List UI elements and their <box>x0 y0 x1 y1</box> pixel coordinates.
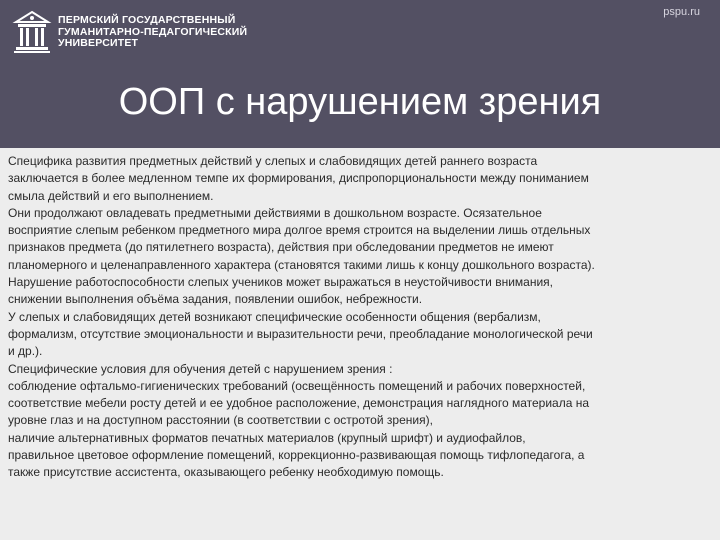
slide-header <box>0 0 720 148</box>
body-line: Нарушение работоспособности слепых учеников может выражаться в неустойчивости внимания, <box>8 275 553 290</box>
university-name <box>58 15 247 50</box>
body-line: заключается в более медленном темпе их формирования, диспропорциональности между пониманием <box>8 171 589 186</box>
body-line: наличие альтернативных форматов печатных материалов (крупный шрифт) и аудиофайлов, <box>8 430 526 445</box>
university-name-line: УНИВЕРСИТЕТ <box>58 37 139 49</box>
body-line: и др.). <box>8 344 43 359</box>
body-line: планомерного и целенаправленного характера (становятся такими лишь к концу дошкольного возраста). <box>8 257 595 272</box>
body-line: также присутствие ассистента, оказывающего ребенку необходимую помощь. <box>8 465 444 480</box>
body-line: У слепых и слабовидящих детей возникают специфические особенности общения (вербализм, <box>8 309 541 324</box>
body-line: формализм, отсутствие эмоциональности и выразительности речи, преобладание монологической речи <box>8 326 593 341</box>
slide-title: ООП с нарушением зрения <box>118 81 602 123</box>
body-line: смыла действий и его выполнением. <box>8 188 214 203</box>
body-line: Специфика развития предметных действий у слепых и слабовидящих детей раннего возраста <box>8 154 538 168</box>
university-building-icon <box>12 10 52 54</box>
site-url: pspu.ru <box>663 6 700 18</box>
body-line: соблюдение офтальмо-гигиенических требований (освещённость помещений и рабочих поверхностей, <box>8 378 586 393</box>
university-name-line: ПЕРМСКИЙ ГОСУДАРСТВЕННЫЙ <box>58 14 236 26</box>
university-name-line: ГУМАНИТАРНО-ПЕДАГОГИЧЕСКИЙ <box>58 25 248 38</box>
body-line: восприятие слепым ребенком предметного мира долгое время строится на выделении лишь отдельных <box>8 223 591 238</box>
body-line: признаков предмета (до пятилетнего возраста), действия при обследовании предметов не имеют <box>8 240 554 255</box>
body-line: Специфические условия для обучения детей с нарушением зрения : <box>8 361 393 376</box>
body-line: правильное цветовое оформление помещений, коррекционно-развивающая помощь тифлопедагога, а <box>8 448 585 463</box>
body-line: снижении выполнения объёма задания, появлении ошибок, небрежности. <box>8 292 423 307</box>
body-line: Они продолжают овладевать предметными действиями в дошкольном возрасте. Осязательное <box>8 205 542 220</box>
body-line: уровне глаз и на доступном расстоянии (в соответствии с остротой зрения), <box>8 413 433 428</box>
slide-body <box>8 153 708 482</box>
body-line: соответствие мебели росту детей и ее удобное расположение, демонстрация наглядного материала на <box>8 396 590 411</box>
